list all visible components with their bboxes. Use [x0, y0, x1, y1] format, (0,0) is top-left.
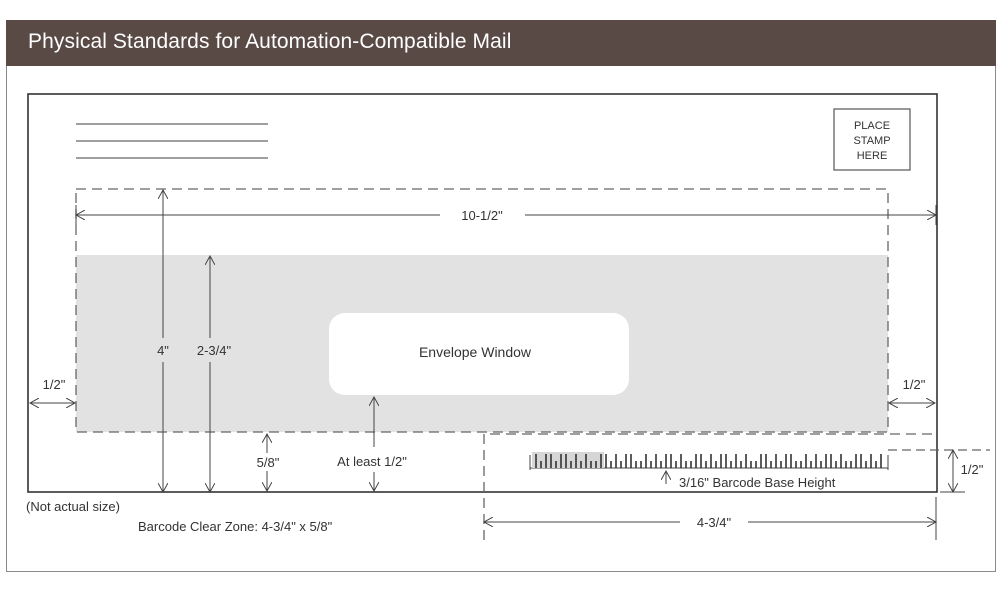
dimension-total-width: 10-1/2" — [461, 208, 503, 223]
note-clear-zone: Barcode Clear Zone: 4-3/4" x 5/8" — [138, 519, 333, 534]
dimension-height-2-3-4: 2-3/4" — [196, 343, 232, 358]
stamp-text: HERE — [856, 150, 888, 162]
dimension-right-margin: 1/2" — [902, 377, 926, 392]
stamp-text: PLACE — [853, 120, 891, 132]
dimension-bottom-5-8: 5/8" — [256, 455, 280, 470]
dimension-height-4: 4" — [157, 343, 169, 358]
dimension-barcode-base: 3/16" Barcode Base Height — [679, 475, 836, 490]
stamp-text: STAMP — [853, 135, 891, 147]
dimension-left-margin: 1/2" — [42, 377, 66, 392]
envelope-window-label: Envelope Window — [418, 344, 532, 360]
dimension-barcode-right: 1/2" — [960, 462, 984, 477]
figure-title: Physical Standards for Automation-Compatible Mail — [28, 30, 512, 53]
dimension-barcode-width: 4-3/4" — [696, 515, 732, 530]
note-not-actual-size: (Not actual size) — [26, 499, 120, 514]
dimension-at-least: At least 1/2" — [337, 454, 407, 469]
